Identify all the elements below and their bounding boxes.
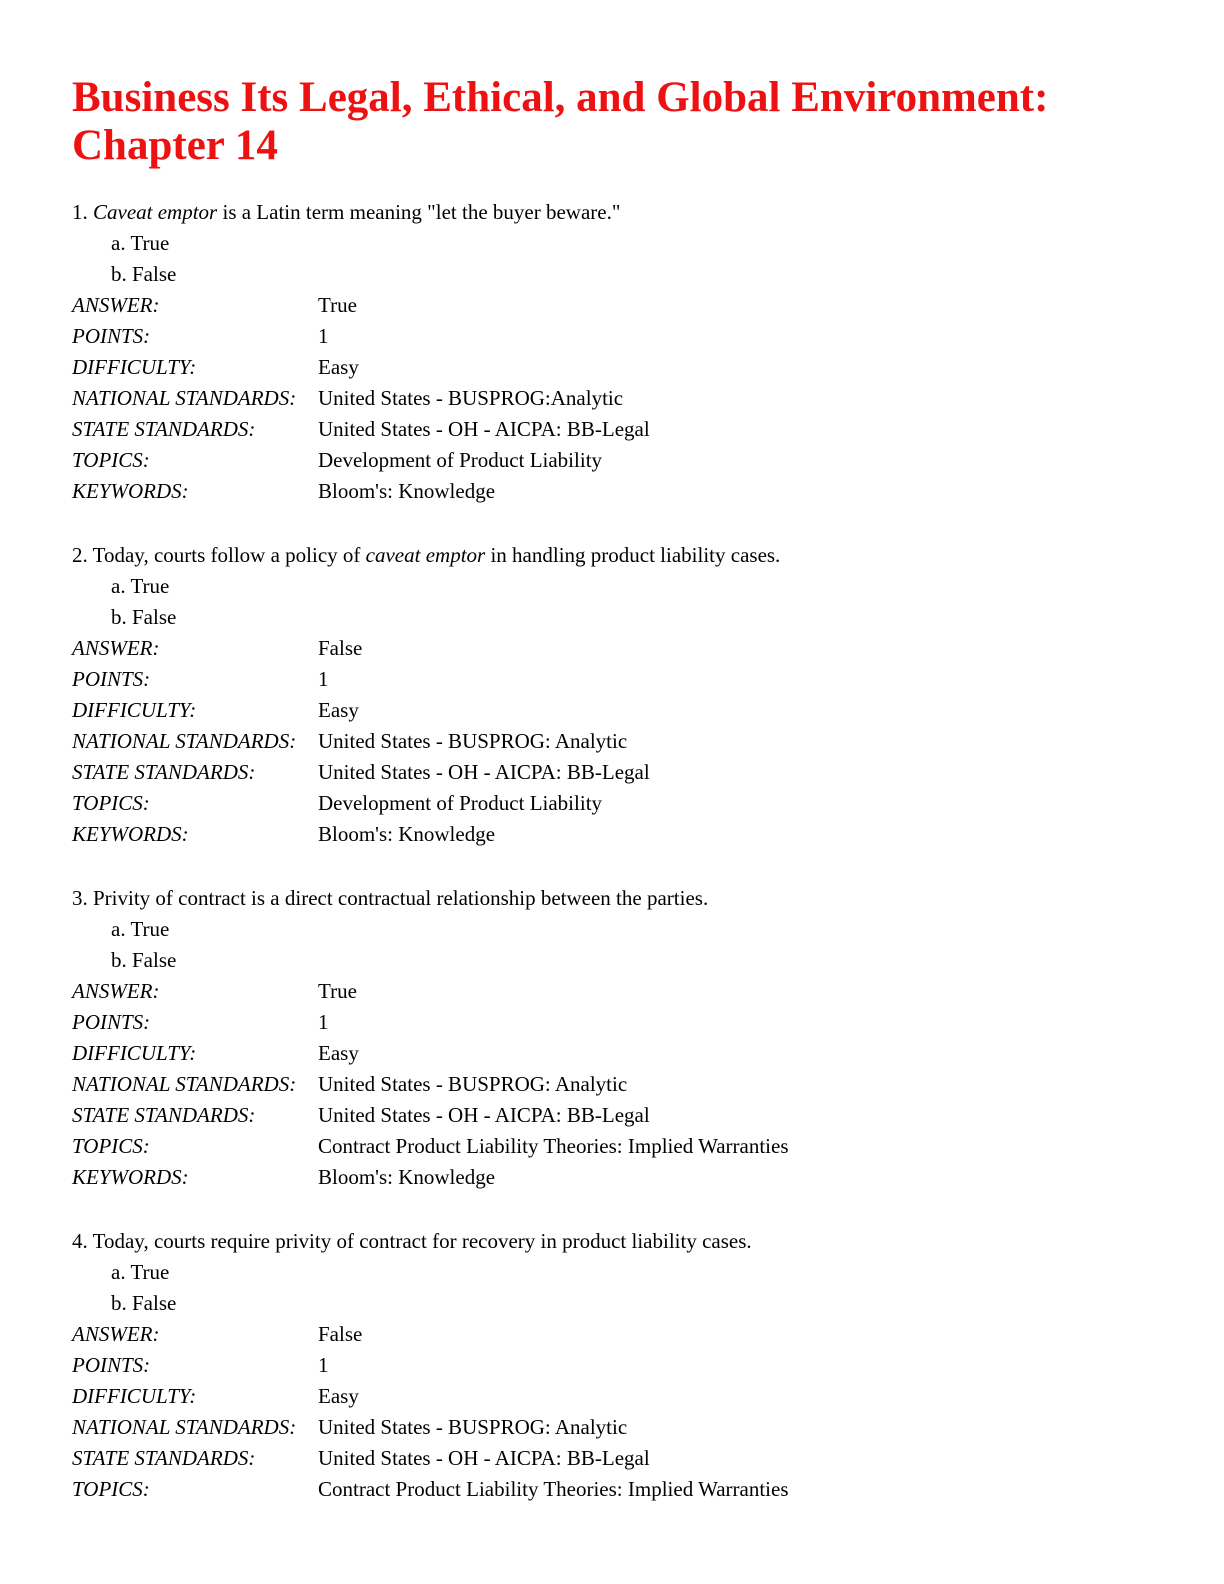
points-label: POINTS:: [72, 667, 151, 691]
question-text-start: Today, courts require privity of contract for recovery in product liability cases.: [92, 1229, 752, 1253]
difficulty-label: DIFFICULTY:: [72, 698, 197, 722]
title-line-2: Chapter 14: [72, 122, 278, 169]
question-text: [72, 540, 1172, 571]
choice-b: b. False: [111, 605, 177, 629]
points-label: POINTS:: [72, 1010, 151, 1034]
topics-value: Contract Product Liability Theories: Implied Warranties: [318, 1477, 789, 1501]
points-value: 1: [318, 667, 329, 691]
difficulty-label: DIFFICULTY:: [72, 355, 197, 379]
choice-a: a. True: [111, 231, 170, 255]
question-metadata: [72, 633, 1172, 850]
national-standards-value: United States - BUSPROG: Analytic: [318, 729, 628, 753]
answer-choices: [72, 1257, 1172, 1319]
difficulty-label: DIFFICULTY:: [72, 1041, 197, 1065]
keywords-label: KEYWORDS:: [72, 1165, 189, 1189]
state-standards-label: STATE STANDARDS:: [72, 760, 256, 784]
keywords-value: Bloom's: Knowledge: [318, 479, 496, 503]
state-standards-value: United States - OH - AICPA: BB-Legal: [318, 1446, 650, 1470]
choice-a: a. True: [111, 574, 170, 598]
points-value: 1: [318, 1353, 329, 1377]
question-text-start: Today, courts follow a policy of: [92, 543, 366, 567]
question-number: 1.: [72, 200, 93, 224]
topics-value: Contract Product Liability Theories: Implied Warranties: [318, 1134, 789, 1158]
topics-value: Development of Product Liability: [318, 448, 603, 472]
topics-label: TOPICS:: [72, 448, 150, 472]
answer-label: ANSWER:: [72, 1322, 160, 1346]
difficulty-value: Easy: [318, 1041, 359, 1065]
national-standards-label: NATIONAL STANDARDS:: [72, 1072, 297, 1096]
national-standards-label: NATIONAL STANDARDS:: [72, 729, 297, 753]
question-number: 4.: [72, 1229, 93, 1253]
answer-choices: [72, 228, 1172, 290]
choice-a: a. True: [111, 1260, 170, 1284]
title-line-1: Business Its Legal, Ethical, and Global Environment:: [72, 74, 1049, 121]
state-standards-label: STATE STANDARDS:: [72, 1446, 256, 1470]
topics-label: TOPICS:: [72, 791, 150, 815]
national-standards-value: United States - BUSPROG:Analytic: [318, 386, 624, 410]
question-metadata: [72, 290, 1172, 507]
answer-value: True: [318, 293, 357, 317]
difficulty-label: DIFFICULTY:: [72, 1384, 197, 1408]
points-label: POINTS:: [72, 1353, 151, 1377]
question-4: [72, 1226, 1172, 1505]
national-standards-label: NATIONAL STANDARDS:: [72, 1415, 297, 1439]
answer-value: False: [318, 1322, 363, 1346]
question-metadata: [72, 1319, 1172, 1505]
question-2: [72, 540, 1172, 850]
state-standards-label: STATE STANDARDS:: [72, 1103, 256, 1127]
points-label: POINTS:: [72, 324, 151, 348]
question-3: [72, 883, 1172, 1193]
state-standards-label: STATE STANDARDS:: [72, 417, 256, 441]
points-value: 1: [318, 324, 329, 348]
topics-label: TOPICS:: [72, 1134, 150, 1158]
topics-value: Development of Product Liability: [318, 791, 603, 815]
national-standards-label: NATIONAL STANDARDS:: [72, 386, 297, 410]
question-text: [72, 1226, 1172, 1257]
state-standards-value: United States - OH - AICPA: BB-Legal: [318, 1103, 650, 1127]
answer-label: ANSWER:: [72, 979, 160, 1003]
difficulty-value: Easy: [318, 355, 359, 379]
keywords-label: KEYWORDS:: [72, 822, 189, 846]
national-standards-value: United States - BUSPROG: Analytic: [318, 1072, 628, 1096]
topics-label: TOPICS:: [72, 1477, 150, 1501]
question-number: 2.: [72, 543, 93, 567]
choice-b: b. False: [111, 1291, 177, 1315]
document-title: [72, 74, 1172, 170]
choice-a: a. True: [111, 917, 170, 941]
difficulty-value: Easy: [318, 1384, 359, 1408]
question-text-rest: in handling product liability cases.: [485, 543, 781, 567]
question-text-rest: is a Latin term meaning "let the buyer beware.": [217, 200, 621, 224]
keywords-value: Bloom's: Knowledge: [318, 822, 496, 846]
answer-choices: [72, 571, 1172, 633]
difficulty-value: Easy: [318, 698, 359, 722]
keywords-label: KEYWORDS:: [72, 479, 189, 503]
choice-b: b. False: [111, 948, 177, 972]
answer-value: False: [318, 636, 363, 660]
answer-choices: [72, 914, 1172, 976]
question-text-start: Privity of contract is a direct contractual relationship between the parties.: [93, 886, 709, 910]
choice-b: b. False: [111, 262, 177, 286]
state-standards-value: United States - OH - AICPA: BB-Legal: [318, 760, 650, 784]
keywords-value: Bloom's: Knowledge: [318, 1165, 496, 1189]
document-page: [72, 74, 1172, 1505]
answer-label: ANSWER:: [72, 293, 160, 317]
answer-value: True: [318, 979, 357, 1003]
state-standards-value: United States - OH - AICPA: BB-Legal: [318, 417, 650, 441]
question-emphasis: caveat emptor: [365, 543, 486, 567]
question-emphasis: Caveat emptor: [93, 200, 218, 224]
points-value: 1: [318, 1010, 329, 1034]
question-text: [72, 197, 1172, 228]
answer-label: ANSWER:: [72, 636, 160, 660]
question-number: 3.: [72, 886, 93, 910]
national-standards-value: United States - BUSPROG: Analytic: [318, 1415, 628, 1439]
question-metadata: [72, 976, 1172, 1193]
question-text: [72, 883, 1172, 914]
question-1: [72, 197, 1172, 507]
